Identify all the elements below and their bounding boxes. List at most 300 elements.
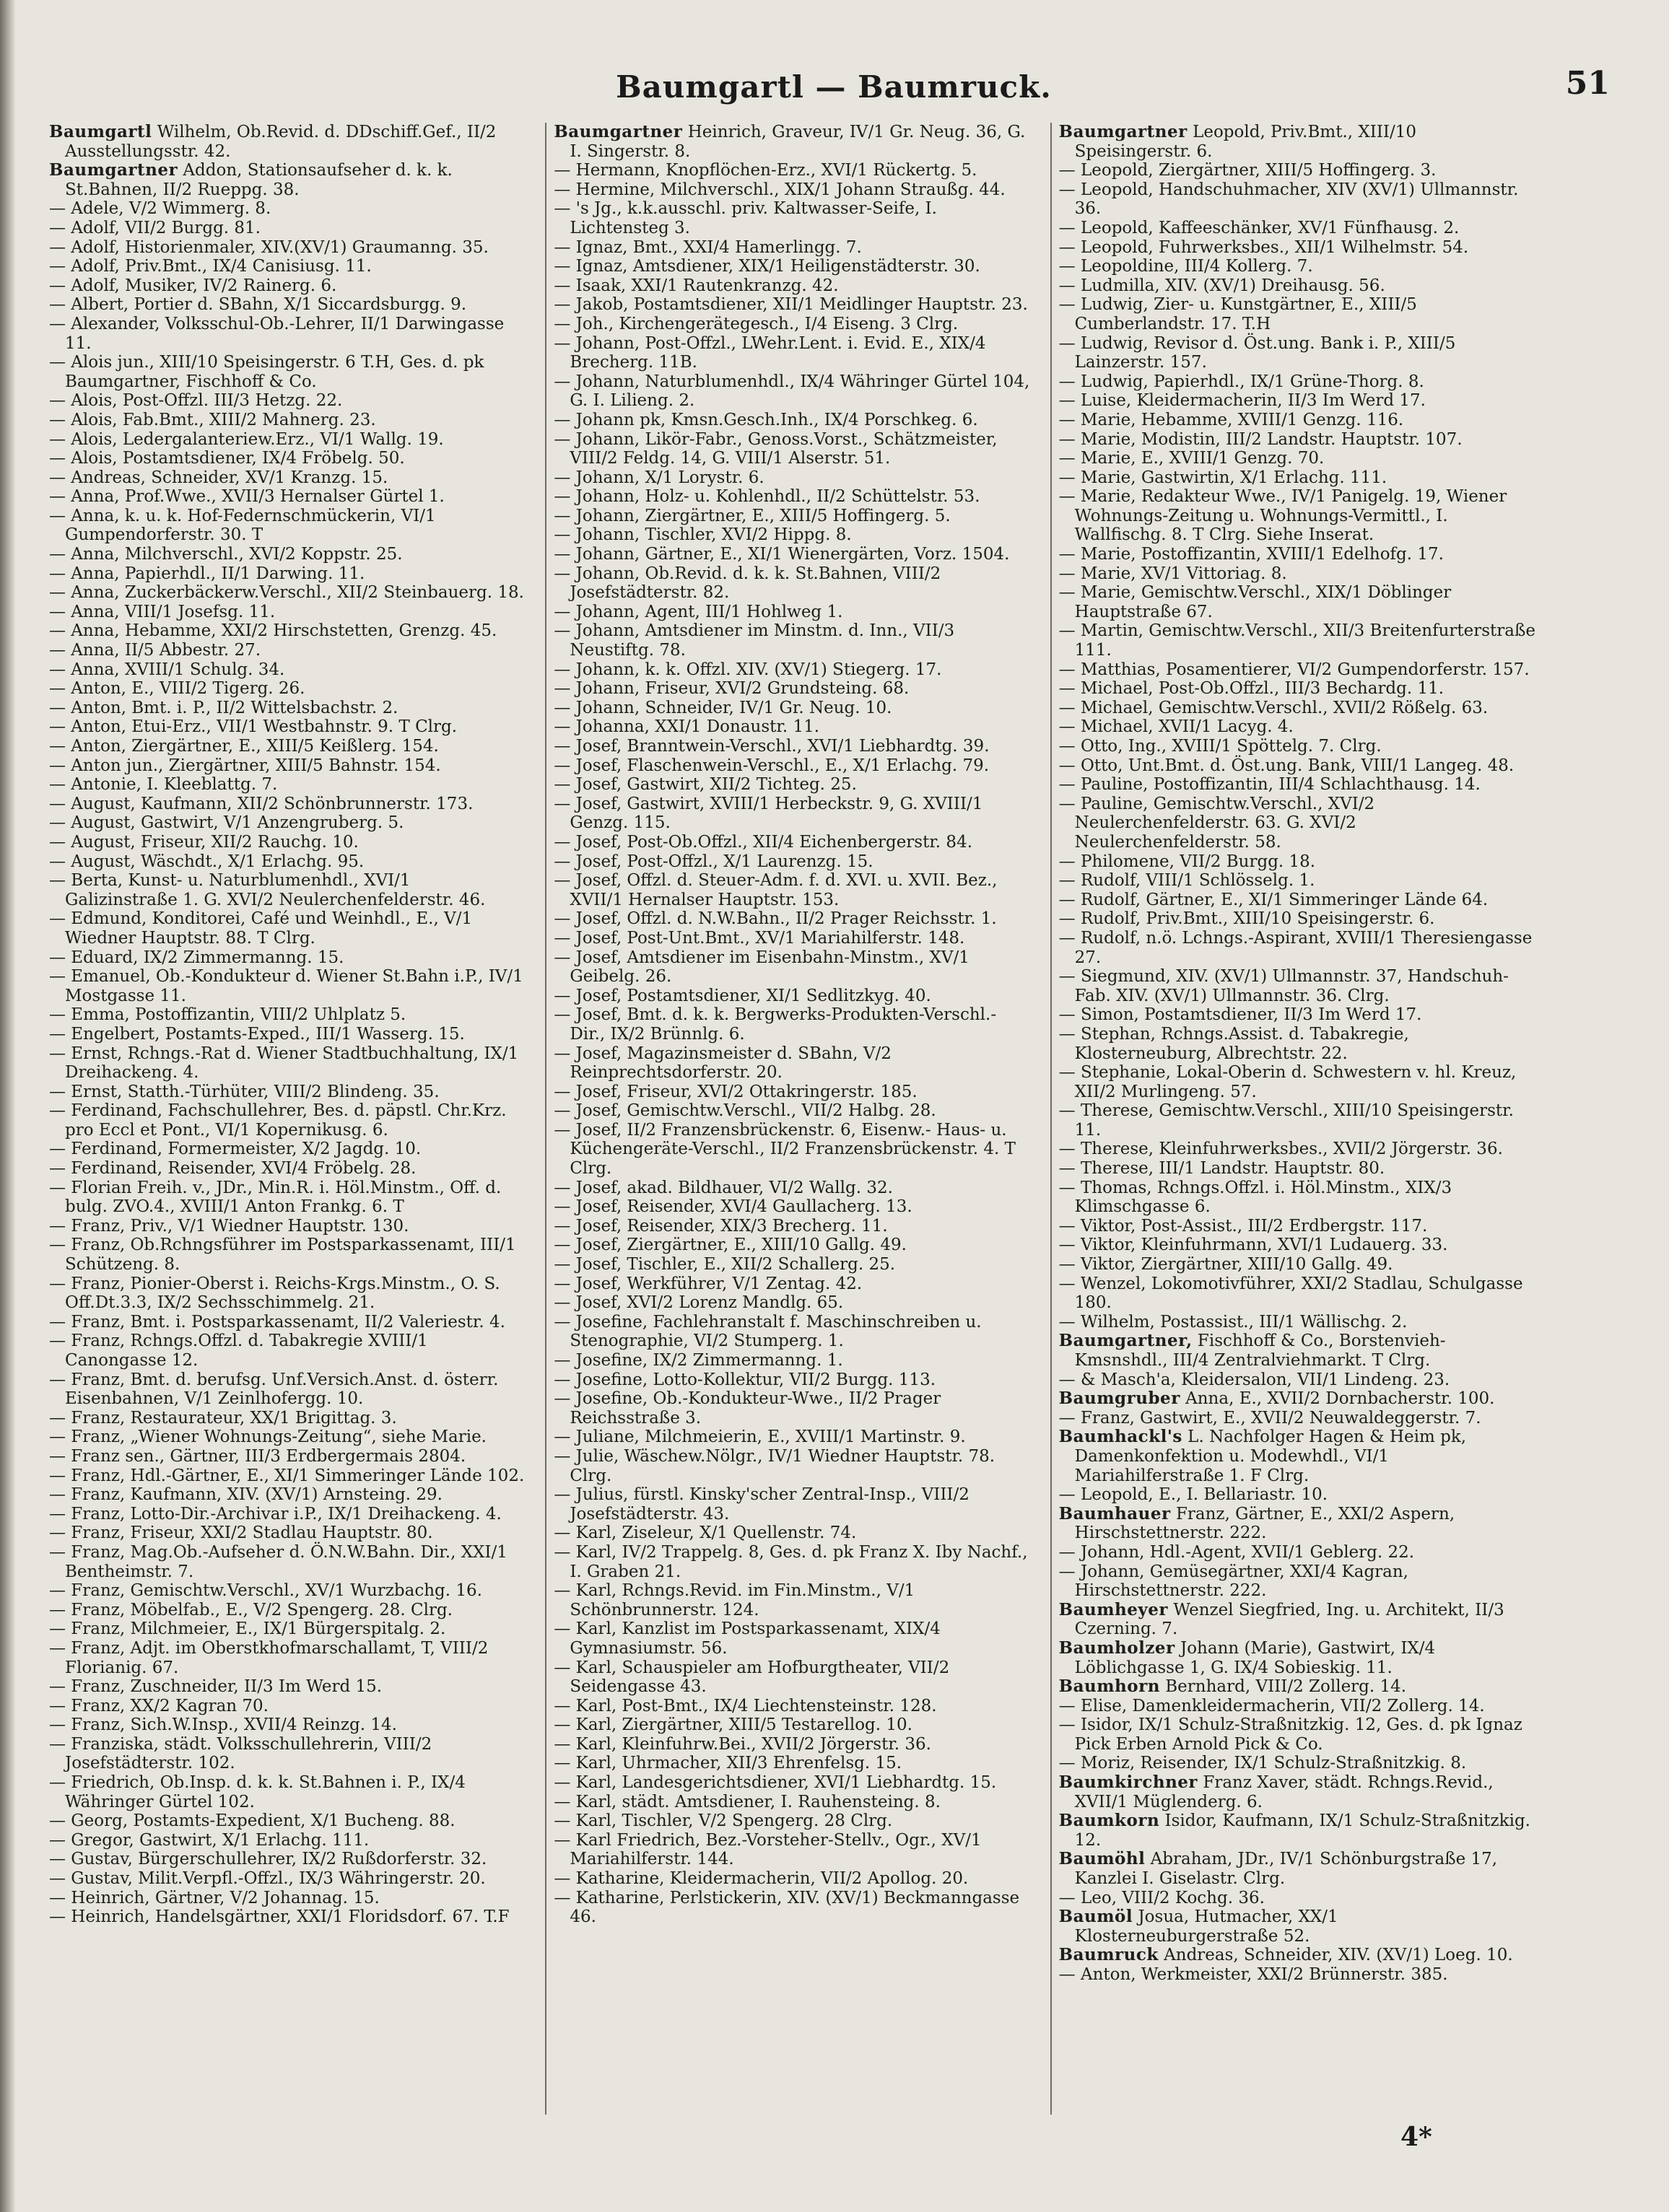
directory-entry — [1059, 545, 1536, 564]
entry-details: — Alois jun., XIII/10 Speisingerstr. 6 T.H, Ges. d. pk Baumgartner, Fischhoff & Co. — [49, 353, 484, 391]
entry-details: — Franz, Friseur, XXI/2 Stadlau Hauptstr. 80. — [49, 1524, 433, 1543]
entry-details: — Florian Freih. v., JDr., Min.R. i. Höl.Minstm., Off. d. bulg. ZVO.4., XVIII/1 Anton Frankg. 6. T — [49, 1178, 502, 1217]
directory-entry — [1059, 1811, 1536, 1850]
entry-details: — Josefine, IX/2 Zimmermanng. 1. — [554, 1351, 843, 1370]
entry-details: — Anna, XVIII/1 Schulg. 34. — [49, 660, 285, 679]
directory-entry — [554, 1351, 1031, 1371]
entry-details: — Alois, Fab.Bmt., XIII/2 Mahnerg. 23. — [49, 410, 376, 429]
entry-details: — Otto, Ing., XVIII/1 Spöttelg. 7. Clrg. — [1058, 737, 1382, 756]
directory-entry — [49, 717, 526, 737]
directory-entry — [554, 1255, 1031, 1275]
directory-entry — [1059, 1773, 1536, 1811]
entry-details: — Andreas, Schneider, XV/1 Kranzg. 15. — [49, 468, 388, 487]
entry-details: — Otto, Unt.Bmt. d. Öst.ung. Bank, VIII/1 Langeg. 48. — [1058, 756, 1515, 775]
entry-details: — Engelbert, Postamts-Exped., III/1 Wasserg. 15. — [49, 1024, 465, 1044]
directory-entry — [1059, 660, 1536, 680]
directory-entry — [1059, 679, 1536, 699]
directory-entry — [1059, 123, 1536, 161]
directory-entry — [554, 871, 1031, 909]
directory-entry — [554, 315, 1031, 334]
directory-entry — [554, 1735, 1031, 1754]
entry-surname: Baumkorn — [1058, 1811, 1160, 1831]
page-number: 51 — [1565, 65, 1610, 102]
entry-details: — Katharine, Kleidermacherin, VII/2 Apollog. 20. — [554, 1869, 969, 1889]
directory-entry — [1059, 891, 1536, 910]
entry-details: — Josef, Flaschenwein-Verschl., E., X/1 Erlachg. 79. — [554, 756, 990, 775]
directory-entry — [1059, 1485, 1536, 1505]
entry-details: — Alois, Ledergalanteriew.Erz., VI/1 Wallg. 19. — [49, 429, 444, 449]
entry-details: — Anton, Etui-Erz., VII/1 Westbahnstr. 9. T Clrg. — [49, 717, 458, 737]
directory-entry — [49, 1715, 526, 1735]
directory-entry — [554, 1773, 1031, 1793]
directory-entry — [1059, 1275, 1536, 1313]
entry-details: — Ignaz, Bmt., XXI/4 Hamerlingg. 7. — [554, 237, 862, 257]
entry-details: — Franz, Pionier-Oberst i. Reichs-Krgs.Minstm., O. S. Off.Dt.3.3, IX/2 Sechsschimmelg. 21. — [49, 1274, 500, 1313]
entry-details: — Leopold, E., I. Bellariastr. 10. — [1058, 1485, 1328, 1505]
directory-entry — [1059, 737, 1536, 756]
directory-entry — [554, 1697, 1031, 1716]
directory-entry — [554, 1658, 1031, 1697]
entry-details: Anna, E., XVII/2 Dornbacherstr. 100. — [1185, 1389, 1495, 1409]
directory-entry — [49, 813, 526, 833]
entry-details: — Johann, Ob.Revid. d. k. k. St.Bahnen, VIII/2 Josefstädterstr. 82. — [554, 564, 941, 603]
directory-entry — [554, 795, 1031, 833]
directory-entry — [49, 583, 526, 603]
column-right — [1050, 123, 1536, 2115]
entry-details: Wilhelm, Ob.Revid. d. DDschiff.Gef., II/2 Ausstellungsstr. 42. — [65, 123, 497, 161]
entry-details: — Wenzel, Lokomotivführer, XXI/2 Stadlau, Schulgasse 180. — [1058, 1274, 1523, 1313]
entry-details: Addon, Stationsaufseher d. k. k. St.Bahnen, II/2 Rueppg. 38. — [65, 161, 453, 199]
entry-details: — Johann pk, Kmsn.Gesch.Inh., IX/4 Porschkeg. 6. — [554, 410, 978, 429]
entry-details: — Simon, Postamtsdiener, II/3 Im Werd 17. — [1058, 1005, 1422, 1025]
directory-entry — [554, 1083, 1031, 1102]
entry-details: — Johann, Ziergärtner, E., XIII/5 Hoffingerg. 5. — [554, 506, 951, 525]
entry-details: — Franz, Kaufmann, XIV. (XV/1) Arnsteing. 29. — [49, 1485, 443, 1505]
entry-details: — Marie, E., XVIII/1 Genzg. 70. — [1058, 449, 1325, 468]
entry-details: — Karl, Ziseleur, X/1 Quellenstr. 74. — [554, 1524, 857, 1543]
directory-entry — [554, 525, 1031, 545]
directory-entry — [1059, 1063, 1536, 1101]
entry-details: — Josef, Post-Offzl., X/1 Laurenzg. 15. — [554, 852, 873, 871]
directory-entry — [1059, 468, 1536, 488]
directory-entry — [49, 545, 526, 564]
entry-details: — Franz, Ob.Rchngsführer im Postsparkassenamt, III/1 Schützeng. 8. — [49, 1236, 516, 1275]
directory-entry — [1059, 756, 1536, 776]
directory-entry — [1059, 1140, 1536, 1159]
directory-entry — [1059, 909, 1536, 929]
entry-details: — Anna, Zuckerbäckerw.Verschl., XII/2 Steinbauerg. 18. — [49, 583, 524, 603]
entry-details: — Josef, Reisender, XVI/4 Gaullacherg. 13. — [554, 1197, 912, 1217]
directory-entry — [49, 507, 526, 545]
entry-details: — Johann, Schneider, IV/1 Gr. Neug. 10. — [554, 698, 892, 717]
directory-entry — [49, 1447, 526, 1466]
entry-details: — Jakob, Postamtsdiener, XII/1 Meidlinger Hauptstr. 23. — [554, 295, 1028, 315]
entry-details: — Josef, Post-Ob.Offzl., XII/4 Eichenbergerstr. 84. — [554, 832, 973, 852]
directory-entry — [1059, 1371, 1536, 1390]
entry-details: — Johann, Post-Offzl., LWehr.Lent. i. Evid. E., XIX/4 Brecherg. 11B. — [554, 333, 986, 372]
entry-details: — Georg, Postamts-Expedient, X/1 Bucheng. 88. — [49, 1811, 456, 1831]
directory-columns — [49, 123, 1536, 2115]
directory-entry — [49, 1005, 526, 1025]
directory-entry — [49, 737, 526, 756]
directory-entry — [49, 123, 526, 161]
directory-entry — [554, 1313, 1031, 1351]
entry-details: — Franz, Priv., V/1 Wiedner Hauptstr. 130. — [49, 1216, 409, 1236]
entry-surname: Baumhackl's — [1058, 1427, 1182, 1447]
entry-details: — Wilhelm, Postassist., III/1 Wällischg. 2. — [1058, 1312, 1408, 1332]
entry-details: — Michael, Gemischtw.Verschl., XVII/2 Rößelg. 63. — [1058, 698, 1489, 717]
entry-details: — Ernst, Statth.-Türhüter, VIII/2 Blindeng. 35. — [49, 1082, 440, 1101]
entry-details: — Josef, Amtsdiener im Eisenbahn-Minstm., XV/1 Geibelg. 26. — [554, 948, 969, 987]
directory-entry — [554, 1831, 1031, 1869]
entry-details: — Rudolf, Priv.Bmt., XIII/10 Speisingerstr. 6. — [1058, 909, 1435, 929]
directory-entry — [49, 1025, 526, 1044]
directory-entry — [1059, 1639, 1536, 1677]
directory-entry — [1059, 1677, 1536, 1697]
entry-details: Abraham, JDr., IV/1 Schönburgstraße 17, Kanzlei I. Giselastr. Clrg. — [1074, 1850, 1498, 1889]
entry-surname: Baumhorn — [1058, 1677, 1160, 1697]
directory-entry — [49, 603, 526, 622]
directory-entry — [554, 1371, 1031, 1390]
entry-details: — August, Wäschdt., X/1 Erlachg. 95. — [49, 852, 365, 871]
directory-entry — [49, 775, 526, 795]
directory-entry — [1059, 430, 1536, 450]
directory-entry — [554, 180, 1031, 200]
directory-entry — [49, 756, 526, 776]
directory-entry — [49, 1735, 526, 1773]
directory-entry — [554, 775, 1031, 795]
directory-entry — [1059, 411, 1536, 430]
directory-entry — [554, 756, 1031, 776]
entry-details: — Emma, Postoffizantin, VIII/2 Uhlplatz 5. — [49, 1005, 406, 1025]
directory-entry — [554, 833, 1031, 852]
entry-details: — Johann, Friseur, XVI/2 Grundsteing. 68. — [554, 679, 910, 699]
directory-entry — [554, 1754, 1031, 1773]
entry-details: — Michael, XVII/1 Lacyg. 4. — [1058, 717, 1294, 737]
directory-entry — [49, 161, 526, 199]
directory-entry — [1059, 1389, 1536, 1409]
entry-details: — Marie, Redakteur Wwe., IV/1 Panigelg. 19, Wiener Wohnungs-Zeitung u. Wohnungs-Vermittl., I. Wallfischg. 8. T Clrg. Siehe Inserat. — [1058, 487, 1507, 545]
directory-entry — [554, 1101, 1031, 1121]
entry-details: — Emanuel, Ob.-Kondukteur d. Wiener St.Bahn i.P., IV/1 Mostgasse 11. — [49, 967, 523, 1005]
entry-surname: Baumheyer — [1058, 1599, 1169, 1619]
directory-entry — [1059, 621, 1536, 660]
directory-entry — [554, 1275, 1031, 1294]
directory-entry — [49, 1409, 526, 1428]
entry-details: — Josef, akad. Bildhauer, VI/2 Wallg. 32. — [554, 1178, 893, 1197]
directory-entry — [554, 1121, 1031, 1179]
directory-entry — [49, 1639, 526, 1677]
directory-entry — [554, 1581, 1031, 1619]
directory-entry — [1059, 1005, 1536, 1025]
directory-entry — [49, 1332, 526, 1370]
entry-details: — Eduard, IX/2 Zimmermanng. 15. — [49, 948, 344, 967]
entry-details: — Hermine, Milchverschl., XIX/1 Johann Straußg. 44. — [554, 180, 1006, 199]
directory-entry — [554, 929, 1031, 948]
entry-details: — Franz, Rchngs.Offzl. d. Tabakregie XVIII/1 Canongasse 12. — [49, 1332, 428, 1370]
entry-details: — Joh., Kirchengerätegesch., I/4 Eiseng. 3 Clrg. — [554, 314, 959, 333]
entry-details: — Stephanie, Lokal-Oberin d. Schwestern v. hl. Kreuz, XII/2 Murlingeng. 57. — [1058, 1063, 1517, 1101]
directory-entry — [1059, 1562, 1536, 1601]
entry-surname: Baumgartner — [1058, 123, 1188, 141]
entry-details: — Gregor, Gastwirt, X/1 Erlachg. 111. — [49, 1830, 370, 1850]
directory-entry — [49, 660, 526, 680]
entry-details: — Ludwig, Papierhdl., IX/1 Grüne-Thorg. 8. — [1058, 372, 1424, 391]
directory-entry — [1059, 161, 1536, 180]
directory-entry — [554, 1217, 1031, 1236]
directory-entry — [1059, 717, 1536, 737]
directory-entry — [49, 468, 526, 488]
entry-details: — 's Jg., k.k.ausschl. priv. Kaltwasser-Seife, I. Lichtensteg 3. — [554, 199, 937, 237]
entry-details: — Alexander, Volksschul-Ob.-Lehrer, II/1 Darwingasse 11. — [49, 314, 505, 353]
entry-surname: Baumgartner — [554, 123, 683, 141]
entry-surname: Baumkirchner — [1058, 1772, 1198, 1793]
entry-details: — Johann, Holz- u. Kohlenhdl., II/2 Schüttelstr. 53. — [554, 487, 980, 507]
entry-details: — Josefine, Ob.-Kondukteur-Wwe., II/2 Prager Reichsstraße 3. — [554, 1389, 941, 1428]
directory-entry — [49, 564, 526, 584]
directory-entry — [554, 123, 1031, 161]
entry-details: — Karl Friedrich, Bez.-Vorsteher-Stellv., Ogr., XV/1 Mariahilferstr. 144. — [554, 1830, 982, 1869]
directory-entry — [49, 871, 526, 909]
directory-entry — [554, 1044, 1031, 1083]
directory-entry — [49, 1159, 526, 1179]
directory-entry — [554, 1236, 1031, 1255]
directory-entry — [49, 1044, 526, 1083]
entry-details: — Josef, Gastwirt, XII/2 Tichteg. 25. — [554, 775, 857, 795]
entry-details: — Adele, V/2 Wimmerg. 8. — [49, 199, 271, 219]
entry-details: — Anna, VIII/1 Josefsg. 11. — [49, 602, 276, 621]
directory-entry — [554, 1293, 1031, 1313]
directory-entry — [1059, 180, 1536, 219]
entry-details: — Johann, Amtsdiener im Minstm. d. Inn., VII/3 Neustiftg. 78. — [554, 621, 955, 660]
entry-details: L. Nachfolger Hagen & Heim pk, Damenkonfektion u. Modewhdl., VI/1 Mariahilferstraße 1. F Clrg. — [1074, 1428, 1467, 1485]
entry-details: — Franz, Sich.W.Insp., XVII/4 Reinzg. 14. — [49, 1715, 397, 1735]
entry-details: — Viktor, Kleinfuhrmann, XVI/1 Ludauerg. 33. — [1058, 1236, 1448, 1255]
directory-entry — [49, 276, 526, 296]
entry-details: — Katharine, Perlstickerin, XIV. (XV/1) Beckmanngasse 46. — [554, 1888, 1020, 1927]
directory-entry — [1059, 1715, 1536, 1754]
directory-entry — [1059, 583, 1536, 621]
directory-entry — [554, 1619, 1031, 1658]
directory-entry — [1059, 295, 1536, 333]
directory-entry — [49, 1140, 526, 1159]
directory-entry — [554, 660, 1031, 680]
entry-details: — Adolf, VII/2 Burgg. 81. — [49, 218, 261, 237]
directory-entry — [554, 1793, 1031, 1812]
entry-details: — Heinrich, Handelsgärtner, XXI/1 Floridsdorf. 67. T.F — [49, 1907, 510, 1927]
directory-entry — [1059, 257, 1536, 276]
entry-details: — Marie, Postoffizantin, XVIII/1 Edelhofg. 17. — [1058, 545, 1444, 564]
directory-entry — [554, 948, 1031, 987]
entry-details: — Leopold, Handschuhmacher, XIV (XV/1) Ullmannstr. 36. — [1058, 180, 1519, 219]
directory-entry — [1059, 1025, 1536, 1063]
entry-details: — Josef, XVI/2 Lorenz Mandlg. 65. — [554, 1293, 844, 1313]
entry-details: — Luise, Kleidermacherin, II/3 Im Werd 17. — [1058, 391, 1426, 411]
entry-details: — Franz, Gemischtw.Verschl., XV/1 Wurzbachg. 16. — [49, 1581, 482, 1601]
entry-details: — Josef, II/2 Franzensbrückenstr. 6, Eisenw.- Haus- u. Küchengeräte-Verschl., II/2 Franzensbrückenstr. 4. T Clrg. — [554, 1120, 1016, 1179]
directory-entry — [554, 372, 1031, 411]
directory-entry — [1059, 1754, 1536, 1773]
directory-entry — [1059, 1217, 1536, 1236]
directory-entry — [554, 295, 1031, 315]
directory-entry — [49, 1543, 526, 1581]
entry-details: — Karl, Landesgerichtsdiener, XVI/1 Liebhardtg. 15. — [554, 1773, 997, 1793]
entry-details: — Anna, Hebamme, XXI/2 Hirschstetten, Grenzg. 45. — [49, 621, 497, 641]
directory-entry — [1059, 1946, 1536, 1965]
entry-details: — Edmund, Konditorei, Café und Weinhdl., E., V/1 Wiedner Hauptstr. 88. T Clrg. — [49, 909, 473, 948]
directory-entry — [554, 161, 1031, 180]
directory-entry — [1059, 449, 1536, 468]
directory-entry — [49, 1850, 526, 1869]
directory-entry — [49, 353, 526, 391]
entry-details: — Karl, Kanzlist im Postsparkassenamt, XIX/4 Gymnasiumstr. 56. — [554, 1619, 941, 1658]
directory-entry — [554, 1889, 1031, 1927]
entry-surname: Baumgartl — [49, 123, 152, 141]
entry-details: — Hermann, Knopflöchen-Erz., XVI/1 Rückertg. 5. — [554, 161, 977, 180]
entry-surname: Baumgartner, — [1058, 1331, 1193, 1351]
directory-entry — [49, 1466, 526, 1486]
entry-details: — Marie, Gemischtw.Verschl., XIX/1 Döblinger Hauptstraße 67. — [1058, 583, 1452, 621]
entry-details: — Franz, Bmt. d. berufsg. Unf.Versich.Anst. d. österr. Eisenbahnen, V/1 Zeinlhofergg. 10. — [49, 1370, 499, 1409]
directory-entry — [49, 315, 526, 353]
directory-entry — [1059, 564, 1536, 584]
entry-details: — Marie, Hebamme, XVIII/1 Genzg. 116. — [1058, 410, 1404, 429]
directory-entry — [49, 948, 526, 968]
entry-details: — Franz, Bmt. i. Postsparkassenamt, II/2 Valeriestr. 4. — [49, 1312, 505, 1332]
directory-entry — [554, 468, 1031, 488]
entry-details: — Viktor, Ziergärtner, XIII/10 Gallg. 49. — [1058, 1255, 1393, 1275]
entry-details: — Rudolf, Gärtner, E., XI/1 Simmeringer Lände 64. — [1058, 890, 1489, 909]
entry-details: — Anton, Ziergärtner, E., XIII/5 Keißlerg. 154. — [49, 737, 439, 756]
entry-details: — Franz, „Wiener Wohnungs-Zeitung“, siehe Marie. — [49, 1428, 487, 1447]
entry-details: — Karl, städt. Amtsdiener, I. Rauhensteing. 8. — [554, 1792, 941, 1811]
directory-entry — [1059, 334, 1536, 372]
directory-entry — [554, 737, 1031, 756]
entry-details: — Michael, Post-Ob.Offzl., III/3 Bechardg. 11. — [1058, 679, 1444, 699]
directory-entry — [554, 679, 1031, 699]
directory-entry — [49, 909, 526, 948]
directory-entry — [554, 238, 1031, 258]
entry-details: — Franz, Möbelfab., E., V/2 Spengerg. 28. Clrg. — [49, 1600, 453, 1619]
entry-details: — Ludwig, Revisor d. Öst.ung. Bank i. P., XIII/5 Lainzerstr. 157. — [1058, 333, 1456, 372]
directory-entry — [554, 411, 1031, 430]
directory-entry — [49, 391, 526, 411]
directory-entry — [49, 1773, 526, 1811]
entry-details: — Anna, II/5 Abbestr. 27. — [49, 641, 261, 660]
directory-entry — [49, 1179, 526, 1217]
directory-entry — [49, 295, 526, 315]
entry-details: — Moriz, Reisender, IX/1 Schulz-Straßnitzkig. 8. — [1058, 1754, 1467, 1773]
entry-surname: Baumöhl — [1058, 1849, 1146, 1869]
directory-entry — [49, 1524, 526, 1543]
entry-details: — Franz, Gastwirt, E., XVII/2 Neuwaldeggerstr. 7. — [1058, 1408, 1481, 1428]
entry-details: — Karl, Tischler, V/2 Spengerg. 28 Clrg. — [554, 1811, 893, 1831]
entry-details: Isidor, Kaufmann, IX/1 Schulz-Straßnitzkig. 12. — [1074, 1811, 1530, 1850]
directory-entry — [49, 852, 526, 872]
entry-details: — Julius, fürstl. Kinsky'scher Zentral-Insp., VIII/2 Josefstädterstr. 43. — [554, 1485, 969, 1524]
directory-entry — [49, 1601, 526, 1620]
entry-details: — Johann, Likör-Fabr., Genoss.Vorst., Schätzmeister, VIII/2 Feldg. 14, G. VIII/1 Alserstr. 51. — [554, 429, 998, 468]
entry-details: — Johann, Gärtner, E., XI/1 Wienergärten, Vorz. 1504. — [554, 545, 1010, 564]
directory-entry — [1059, 1543, 1536, 1562]
directory-entry — [554, 1715, 1031, 1735]
entry-details: — Anton, E., VIII/2 Tigerg. 26. — [49, 679, 305, 699]
entry-details: — Viktor, Post-Assist., III/2 Erdbergstr. 117. — [1058, 1216, 1428, 1236]
entry-details: — Juliane, Milchmeierin, E., XVIII/1 Martinstr. 9. — [554, 1428, 966, 1447]
entry-details: — Isaak, XXI/1 Rautenkranzg. 42. — [554, 276, 839, 295]
entry-details: — Anna, Milchverschl., XVI/2 Koppstr. 25. — [49, 545, 403, 564]
directory-entry — [554, 987, 1031, 1006]
entry-details: — Pauline, Postoffizantin, III/4 Schlachthausg. 14. — [1058, 775, 1481, 795]
directory-entry — [49, 641, 526, 660]
entry-details: — Julie, Wäschew.Nölgr., IV/1 Wiedner Hauptstr. 78. Clrg. — [554, 1446, 995, 1485]
directory-entry — [49, 699, 526, 718]
directory-entry — [1059, 1889, 1536, 1908]
directory-entry — [554, 1524, 1031, 1543]
entry-details: — Therese, Kleinfuhrwerksbes., XVII/2 Jörgerstr. 36. — [1058, 1140, 1503, 1159]
directory-entry — [554, 717, 1031, 737]
directory-entry — [554, 1543, 1031, 1581]
directory-entry — [554, 1197, 1031, 1217]
directory-entry — [1059, 1428, 1536, 1485]
directory-entry — [1059, 219, 1536, 238]
column-middle — [545, 123, 1031, 2115]
entry-details: Andreas, Schneider, XIV. (XV/1) Loeg. 10. — [1164, 1946, 1513, 1965]
entry-surname: Baumhauer — [1058, 1503, 1171, 1524]
directory-entry — [554, 621, 1031, 660]
directory-entry — [49, 1889, 526, 1908]
entry-details: — Matthias, Posamentierer, VI/2 Gumpendorferstr. 157. — [1058, 660, 1530, 679]
entry-details: — Alois, Post-Offzl. III/3 Hetzg. 22. — [49, 391, 343, 411]
entry-details: Franz, Gärtner, E., XXI/2 Aspern, Hirschstettnerstr. 222. — [1074, 1504, 1455, 1543]
entry-details: — Johann, k. k. Offzl. XIV. (XV/1) Stiegerg. 17. — [554, 660, 942, 679]
entry-details: — Johann, Hdl.-Agent, XVII/1 Geblerg. 22. — [1058, 1542, 1415, 1562]
entry-details: — Therese, III/1 Landstr. Hauptstr. 80. — [1058, 1159, 1385, 1179]
entry-details: — Karl, Post-Bmt., IX/4 Liechtensteinstr. 128. — [554, 1696, 937, 1715]
entry-details: — Franz, Milchmeier, E., IX/1 Bürgerspitalg. 2. — [49, 1619, 446, 1639]
entry-details: — Josef, Offzl. d. N.W.Bahn., II/2 Prager Reichsstr. 1. — [554, 909, 997, 929]
directory-entry — [554, 909, 1031, 929]
directory-entry — [554, 276, 1031, 296]
directory-entry — [554, 487, 1031, 507]
directory-entry — [1059, 1409, 1536, 1428]
entry-surname: Baumholzer — [1058, 1638, 1175, 1658]
entry-details: — Anton jun., Ziergärtner, XIII/5 Bahnstr. 154. — [49, 756, 441, 775]
directory-entry — [1059, 929, 1536, 967]
directory-entry — [554, 507, 1031, 526]
entry-details: Leopold, Priv.Bmt., XIII/10 Speisingerstr. 6. — [1074, 123, 1417, 161]
entry-details: — Heinrich, Gärtner, V/2 Johannag. 15. — [49, 1888, 380, 1907]
entry-details: — & Masch'a, Kleidersalon, VII/1 Lindeng. 23. — [1058, 1370, 1450, 1389]
entry-details: — Leopold, Ziergärtner, XIII/5 Hoffingerg. 3. — [1058, 161, 1437, 180]
entry-details: — Leopoldine, III/4 Kollerg. 7. — [1058, 257, 1313, 276]
entry-details: — Josef, Friseur, XVI/2 Ottakringerstr. 185. — [554, 1082, 918, 1101]
directory-entry — [554, 1389, 1031, 1428]
entry-details: — Karl, Rchngs.Revid. im Fin.Minstm., V/1 Schönbrunnerstr. 124. — [554, 1581, 915, 1619]
entry-details: — Josef, Gastwirt, XVIII/1 Herbeckstr. 9, G. XVIII/1 Genzg. 115. — [554, 794, 983, 833]
directory-entry — [1059, 1255, 1536, 1275]
directory-entry — [554, 334, 1031, 372]
entry-details: — Ludmilla, XIV. (XV/1) Dreihausg. 56. — [1058, 276, 1385, 295]
entry-details: — Philomene, VII/2 Burgg. 18. — [1058, 852, 1316, 871]
directory-entry — [49, 199, 526, 219]
directory-entry — [49, 1697, 526, 1716]
directory-entry — [554, 1005, 1031, 1044]
entry-details: — Martin, Gemischtw.Verschl., XII/3 Breitenfurterstraße 111. — [1058, 621, 1535, 660]
entry-details: — Josef, Bmt. d. k. k. Bergwerks-Produkten-Verschl.-Dir., IX/2 Brünnlg. 6. — [554, 1005, 997, 1044]
entry-details: — Josef, Postamtsdiener, XI/1 Sedlitzkyg. 40. — [554, 986, 931, 1005]
entry-details: — Karl, IV/2 Trappelg. 8, Ges. d. pk Franz X. Iby Nachf., I. Graben 21. — [554, 1542, 1028, 1581]
